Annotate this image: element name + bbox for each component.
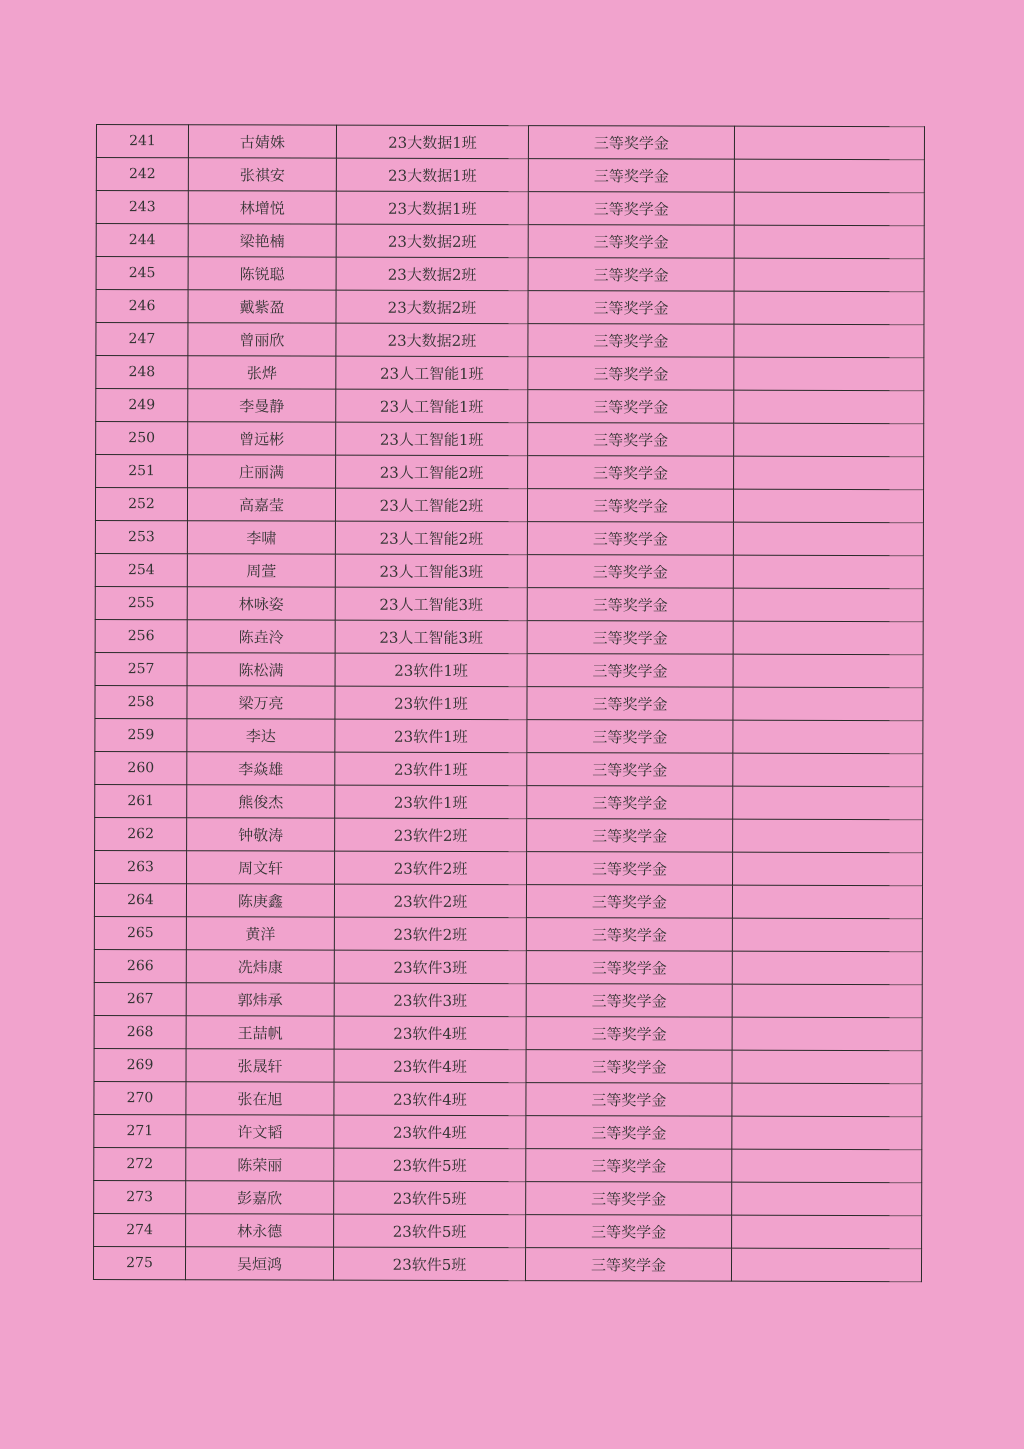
award-cell: 三等奖学金 bbox=[526, 1050, 732, 1084]
row-number-cell: 269 bbox=[94, 1048, 186, 1081]
student-name-cell: 李达 bbox=[187, 719, 335, 752]
note-cell bbox=[734, 456, 924, 489]
row-number-cell: 245 bbox=[96, 257, 188, 290]
student-name-cell: 陈锐聪 bbox=[188, 257, 336, 290]
note-cell bbox=[733, 852, 923, 885]
student-name-cell: 周萱 bbox=[187, 554, 335, 587]
student-name-cell: 曾远彬 bbox=[188, 422, 336, 455]
row-number-cell: 274 bbox=[94, 1213, 186, 1246]
class-cell: 23大数据1班 bbox=[336, 125, 528, 159]
class-cell: 23人工智能2班 bbox=[336, 455, 528, 489]
class-cell: 23大数据1班 bbox=[336, 158, 528, 192]
class-cell: 23软件1班 bbox=[335, 752, 527, 786]
table-row bbox=[96, 356, 924, 391]
student-name-cell: 张在旭 bbox=[186, 1082, 334, 1115]
award-cell: 三等奖学金 bbox=[527, 621, 733, 655]
award-cell: 三等奖学金 bbox=[528, 324, 734, 358]
table-row bbox=[94, 883, 922, 918]
award-cell: 三等奖学金 bbox=[526, 918, 732, 952]
row-number-cell: 266 bbox=[94, 949, 186, 982]
award-cell: 三等奖学金 bbox=[526, 1149, 732, 1183]
table-row bbox=[95, 685, 923, 720]
award-cell: 三等奖学金 bbox=[526, 1116, 732, 1150]
note-cell bbox=[732, 885, 922, 918]
row-number-cell: 250 bbox=[96, 422, 188, 455]
class-cell: 23人工智能1班 bbox=[336, 356, 528, 390]
table-row bbox=[94, 982, 922, 1017]
student-name-cell: 梁艳楠 bbox=[188, 224, 336, 257]
award-cell: 三等奖学金 bbox=[528, 423, 734, 457]
student-name-cell: 李焱雄 bbox=[187, 752, 335, 785]
table-row bbox=[94, 916, 922, 951]
row-number-cell: 249 bbox=[96, 389, 188, 422]
table-row bbox=[95, 718, 923, 753]
row-number-cell: 270 bbox=[94, 1081, 186, 1114]
note-cell bbox=[734, 225, 924, 258]
class-cell: 23大数据2班 bbox=[336, 257, 528, 291]
class-cell: 23软件5班 bbox=[334, 1181, 526, 1215]
student-name-cell: 黄洋 bbox=[186, 917, 334, 950]
note-cell bbox=[732, 1182, 922, 1215]
note-cell bbox=[732, 984, 922, 1017]
award-cell: 三等奖学金 bbox=[526, 1083, 732, 1117]
award-cell: 三等奖学金 bbox=[525, 1248, 731, 1282]
class-cell: 23软件1班 bbox=[335, 785, 527, 819]
student-name-cell: 林增悦 bbox=[188, 191, 336, 224]
student-name-cell: 冼炜康 bbox=[186, 950, 334, 983]
note-cell bbox=[734, 357, 924, 390]
table-row bbox=[94, 1213, 922, 1248]
note-cell bbox=[733, 687, 923, 720]
table-row bbox=[94, 1147, 922, 1182]
row-number-cell: 265 bbox=[94, 916, 186, 949]
note-cell bbox=[733, 786, 923, 819]
award-table-body bbox=[93, 125, 924, 1282]
award-cell: 三等奖学金 bbox=[528, 258, 734, 292]
note-cell bbox=[733, 522, 923, 555]
note-cell bbox=[733, 720, 923, 753]
note-cell bbox=[733, 654, 923, 687]
class-cell: 23软件4班 bbox=[334, 1082, 526, 1116]
row-number-cell: 259 bbox=[95, 718, 187, 751]
class-cell: 23大数据2班 bbox=[336, 323, 528, 357]
note-cell bbox=[732, 1116, 922, 1149]
class-cell: 23软件5班 bbox=[334, 1148, 526, 1182]
table-row bbox=[95, 553, 923, 588]
class-cell: 23软件4班 bbox=[334, 1115, 526, 1149]
row-number-cell: 275 bbox=[93, 1246, 185, 1279]
row-number-cell: 260 bbox=[95, 751, 187, 784]
table-row bbox=[93, 1246, 921, 1281]
student-name-cell: 彭嘉欣 bbox=[186, 1181, 334, 1214]
note-cell bbox=[732, 951, 922, 984]
note-cell bbox=[733, 588, 923, 621]
student-name-cell: 高嘉莹 bbox=[187, 488, 335, 521]
row-number-cell: 268 bbox=[94, 1015, 186, 1048]
student-name-cell: 梁万亮 bbox=[187, 686, 335, 719]
class-cell: 23软件5班 bbox=[333, 1247, 525, 1281]
class-cell: 23大数据2班 bbox=[336, 290, 528, 324]
student-name-cell: 张烨 bbox=[188, 356, 336, 389]
award-cell: 三等奖学金 bbox=[527, 720, 733, 754]
student-name-cell: 林咏姿 bbox=[187, 587, 335, 620]
award-cell: 三等奖学金 bbox=[528, 159, 734, 193]
table-row bbox=[96, 125, 924, 160]
award-list-table bbox=[93, 124, 925, 1282]
award-cell: 三等奖学金 bbox=[527, 654, 733, 688]
award-cell: 三等奖学金 bbox=[526, 1182, 732, 1216]
row-number-cell: 264 bbox=[94, 883, 186, 916]
note-cell bbox=[733, 489, 923, 522]
award-cell: 三等奖学金 bbox=[526, 951, 732, 985]
award-cell: 三等奖学金 bbox=[527, 588, 733, 622]
award-cell: 三等奖学金 bbox=[527, 522, 733, 556]
table-row bbox=[94, 1081, 922, 1116]
row-number-cell: 258 bbox=[95, 685, 187, 718]
award-cell: 三等奖学金 bbox=[527, 786, 733, 820]
table-row bbox=[96, 455, 924, 490]
award-cell: 三等奖学金 bbox=[528, 291, 734, 325]
class-cell: 23软件1班 bbox=[335, 686, 527, 720]
table-row bbox=[95, 619, 923, 654]
award-cell: 三等奖学金 bbox=[528, 390, 734, 424]
class-cell: 23软件4班 bbox=[334, 1016, 526, 1050]
student-name-cell: 熊俊杰 bbox=[187, 785, 335, 818]
class-cell: 23软件2班 bbox=[335, 851, 527, 885]
table-row bbox=[96, 158, 924, 193]
row-number-cell: 267 bbox=[94, 982, 186, 1015]
row-number-cell: 254 bbox=[95, 553, 187, 586]
student-name-cell: 林永德 bbox=[186, 1214, 334, 1247]
student-name-cell: 李啸 bbox=[187, 521, 335, 554]
class-cell: 23人工智能1班 bbox=[336, 422, 528, 456]
table-row bbox=[95, 817, 923, 852]
class-cell: 23人工智能1班 bbox=[336, 389, 528, 423]
table-row bbox=[94, 949, 922, 984]
student-name-cell: 张晟轩 bbox=[186, 1049, 334, 1082]
note-cell bbox=[732, 918, 922, 951]
award-cell: 三等奖学金 bbox=[527, 489, 733, 523]
class-cell: 23人工智能2班 bbox=[335, 488, 527, 522]
award-cell: 三等奖学金 bbox=[526, 1215, 732, 1249]
table-row bbox=[96, 257, 924, 292]
award-cell: 三等奖学金 bbox=[528, 192, 734, 226]
student-name-cell: 陈垚泠 bbox=[187, 620, 335, 653]
table-row bbox=[95, 488, 923, 523]
student-name-cell: 曾丽欣 bbox=[188, 323, 336, 356]
row-number-cell: 252 bbox=[95, 488, 187, 521]
student-name-cell: 庄丽满 bbox=[188, 455, 336, 488]
table-row bbox=[95, 520, 923, 555]
table-row bbox=[94, 1048, 922, 1083]
row-number-cell: 261 bbox=[95, 784, 187, 817]
class-cell: 23软件2班 bbox=[334, 917, 526, 951]
row-number-cell: 257 bbox=[95, 652, 187, 685]
row-number-cell: 256 bbox=[95, 619, 187, 652]
award-cell: 三等奖学金 bbox=[527, 753, 733, 787]
student-name-cell: 张祺安 bbox=[188, 158, 336, 191]
table-row bbox=[95, 652, 923, 687]
table-row bbox=[96, 191, 924, 226]
class-cell: 23人工智能2班 bbox=[335, 521, 527, 555]
note-cell bbox=[732, 1050, 922, 1083]
table-row bbox=[96, 323, 924, 358]
table-row bbox=[95, 751, 923, 786]
student-name-cell: 陈庚鑫 bbox=[186, 884, 334, 917]
student-name-cell: 周文轩 bbox=[187, 851, 335, 884]
table-row bbox=[95, 850, 923, 885]
note-cell bbox=[734, 126, 924, 159]
row-number-cell: 272 bbox=[94, 1147, 186, 1180]
note-cell bbox=[734, 423, 924, 456]
award-cell: 三等奖学金 bbox=[526, 1017, 732, 1051]
student-name-cell: 许文韬 bbox=[186, 1115, 334, 1148]
class-cell: 23软件3班 bbox=[334, 950, 526, 984]
class-cell: 23软件1班 bbox=[335, 653, 527, 687]
class-cell: 23软件5班 bbox=[334, 1214, 526, 1248]
row-number-cell: 244 bbox=[96, 224, 188, 257]
award-cell: 三等奖学金 bbox=[527, 555, 733, 589]
class-cell: 23人工智能3班 bbox=[335, 620, 527, 654]
class-cell: 23大数据1班 bbox=[336, 191, 528, 225]
table-row bbox=[96, 389, 924, 424]
row-number-cell: 251 bbox=[96, 455, 188, 488]
student-name-cell: 钟敬涛 bbox=[187, 818, 335, 851]
class-cell: 23软件4班 bbox=[334, 1049, 526, 1083]
student-name-cell: 王喆帆 bbox=[186, 1016, 334, 1049]
row-number-cell: 246 bbox=[96, 290, 188, 323]
class-cell: 23软件3班 bbox=[334, 983, 526, 1017]
row-number-cell: 263 bbox=[95, 850, 187, 883]
student-name-cell: 吴烜鸿 bbox=[185, 1247, 333, 1280]
note-cell bbox=[732, 1083, 922, 1116]
note-cell bbox=[731, 1248, 921, 1281]
table-row bbox=[95, 586, 923, 621]
table-row bbox=[94, 1015, 922, 1050]
row-number-cell: 271 bbox=[94, 1114, 186, 1147]
award-cell: 三等奖学金 bbox=[528, 456, 734, 490]
note-cell bbox=[734, 192, 924, 225]
class-cell: 23人工智能3班 bbox=[335, 587, 527, 621]
student-name-cell: 李曼静 bbox=[188, 389, 336, 422]
note-cell bbox=[733, 753, 923, 786]
award-cell: 三等奖学金 bbox=[528, 357, 734, 391]
table-row bbox=[96, 224, 924, 259]
table-row bbox=[96, 290, 924, 325]
note-cell bbox=[734, 258, 924, 291]
row-number-cell: 262 bbox=[95, 817, 187, 850]
note-cell bbox=[733, 819, 923, 852]
note-cell bbox=[732, 1215, 922, 1248]
student-name-cell: 陈荣丽 bbox=[186, 1148, 334, 1181]
row-number-cell: 241 bbox=[96, 125, 188, 158]
award-cell: 三等奖学金 bbox=[528, 126, 734, 160]
student-name-cell: 戴紫盈 bbox=[188, 290, 336, 323]
award-cell: 三等奖学金 bbox=[527, 687, 733, 721]
award-cell: 三等奖学金 bbox=[526, 885, 732, 919]
student-name-cell: 陈松满 bbox=[187, 653, 335, 686]
table-row bbox=[96, 422, 924, 457]
table-row bbox=[94, 1114, 922, 1149]
row-number-cell: 242 bbox=[96, 158, 188, 191]
class-cell: 23软件1班 bbox=[335, 719, 527, 753]
note-cell bbox=[733, 621, 923, 654]
note-cell bbox=[733, 555, 923, 588]
row-number-cell: 255 bbox=[95, 586, 187, 619]
class-cell: 23软件2班 bbox=[334, 884, 526, 918]
row-number-cell: 253 bbox=[95, 520, 187, 553]
row-number-cell: 248 bbox=[96, 356, 188, 389]
note-cell bbox=[734, 390, 924, 423]
note-cell bbox=[734, 291, 924, 324]
student-name-cell: 郭炜承 bbox=[186, 983, 334, 1016]
class-cell: 23大数据2班 bbox=[336, 224, 528, 258]
class-cell: 23软件2班 bbox=[335, 818, 527, 852]
row-number-cell: 273 bbox=[94, 1180, 186, 1213]
award-cell: 三等奖学金 bbox=[527, 852, 733, 886]
award-cell: 三等奖学金 bbox=[526, 984, 732, 1018]
note-cell bbox=[734, 159, 924, 192]
award-cell: 三等奖学金 bbox=[527, 819, 733, 853]
note-cell bbox=[734, 324, 924, 357]
class-cell: 23人工智能3班 bbox=[335, 554, 527, 588]
student-name-cell: 古婧姝 bbox=[188, 125, 336, 158]
note-cell bbox=[732, 1017, 922, 1050]
award-table-wrapper bbox=[93, 124, 924, 1282]
row-number-cell: 243 bbox=[96, 191, 188, 224]
note-cell bbox=[732, 1149, 922, 1182]
table-row bbox=[94, 1180, 922, 1215]
award-cell: 三等奖学金 bbox=[528, 225, 734, 259]
row-number-cell: 247 bbox=[96, 323, 188, 356]
table-row bbox=[95, 784, 923, 819]
